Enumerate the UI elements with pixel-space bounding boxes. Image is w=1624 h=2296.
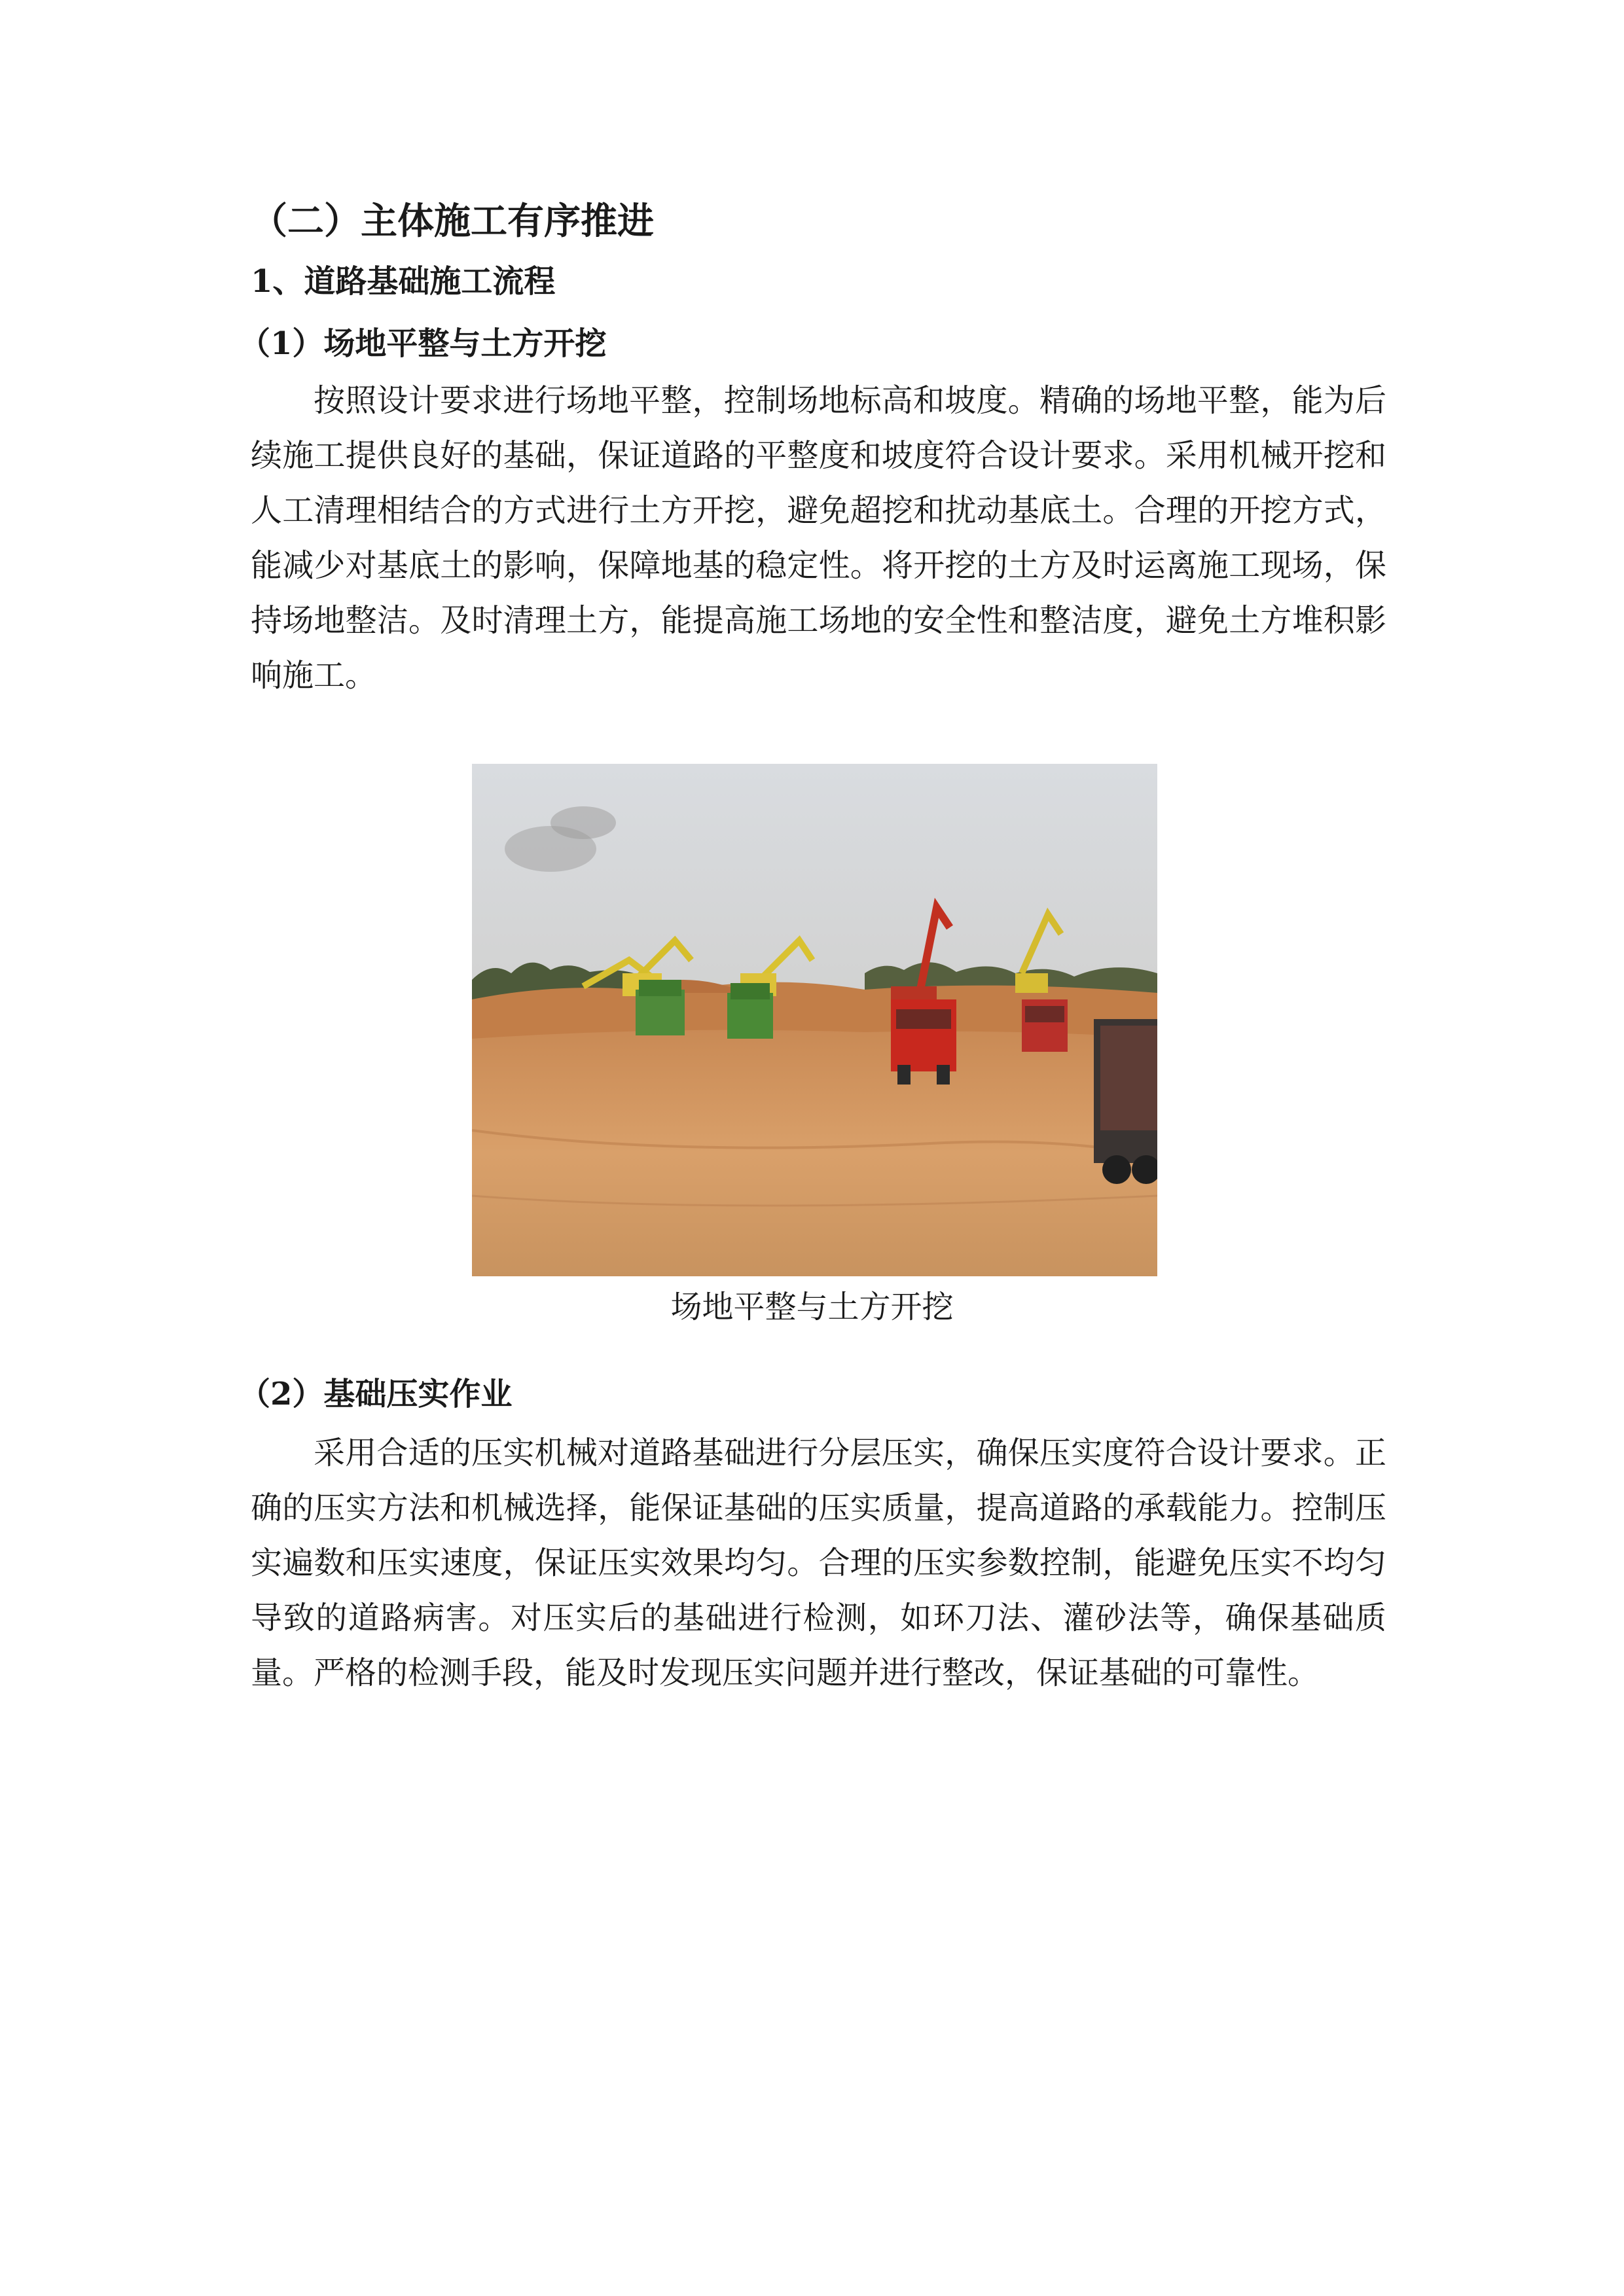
figure-caption: 场地平整与土方开挖 — [670, 1289, 954, 1325]
section-title: （二）主体施工有序推进 — [251, 200, 654, 243]
subsection-title: 1、道路基础施工流程 — [251, 263, 556, 300]
part2-paragraph: 采用合适的压实机械对道路基础进行分层压实，确保压实度符合设计要求。正确的压实方法和机械选择，能保证基础的压实质量，提高道路的承载能力。控制压实遍数和压实速度，保证压实效果均匀。合理的压实参数控制，能避免压实不均匀导致的道路病害。对压实后的基础进行检测，如环刀法、灌砂法等，确保基础质量。严格的检测手段，能及时发现压实问题并进行整改，保证基础的可靠性。 — [251, 1435, 1386, 1691]
construction-site-photo — [472, 764, 1157, 1276]
part1-heading: （1）场地平整与土方开挖 — [239, 325, 607, 362]
part2-heading: （2）基础压实作业 — [239, 1376, 513, 1412]
part1-paragraph: 按照设计要求进行场地平整，控制场地标高和坡度。精确的场地平整，能为后续施工提供良好的基础，保证道路的平整度和坡度符合设计要求。采用机械开挖和人工清理相结合的方式进行土方开挖，避免超挖和扰动基底土。合理的开挖方式，能减少对基底土的影响，保障地基的稳定性。将开挖的土方及时运离施工现场，保持场地整洁。及时清理土方，能提高施工场地的安全性和整洁度，避免土方堆积影响施工。 — [251, 382, 1386, 694]
